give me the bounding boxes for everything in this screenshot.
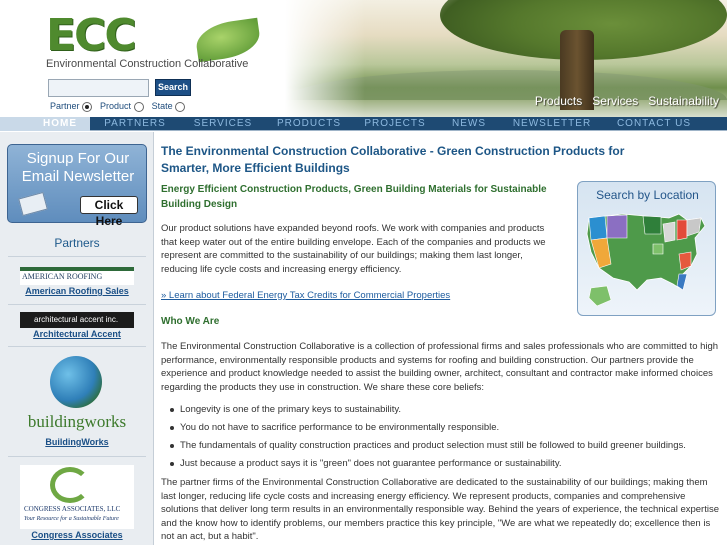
envelope-icon — [18, 192, 48, 216]
scope-product-label: Product — [100, 101, 132, 111]
congress-logo-text: CONGRESS ASSOCIATES, LLC — [24, 505, 121, 513]
congress-logo-subtext: Your Resource for a Sustainable Future — [24, 516, 119, 522]
architectural-accent-logo-text: architectural accent inc. — [34, 315, 119, 324]
search-input[interactable] — [48, 79, 149, 97]
partners-heading: Partners — [54, 236, 100, 250]
partner-firms-paragraph: The partner firms of the Environmental Construction Collaborative are dedicated to the sustainability of our buildings; making them last longer, reducing life cycle costs and increasing energy efficiency. We represent products, companies and comprehensive solutions that deliver long term results in an environmentally responsible way. Behind the years of experience, the technical expertise and the know how to identify problems, our members practice this key principle, "We are what we repeatedly do; excellence then is not an act, but a habit". — [161, 477, 719, 542]
page-title: The Environmental Construction Collaborative - Green Construction Products for Smarter, More Efficient Buildings — [161, 144, 625, 175]
congress-emblem-icon — [50, 467, 90, 503]
nav-products[interactable]: PRODUCTS — [276, 118, 342, 129]
list-item: The fundamentals of quality construction practices and product selection must still be followed to build greener buildings. — [175, 437, 715, 455]
nav-partners[interactable]: PARTNERS — [104, 118, 166, 129]
page-subtitle: Energy Efficient Construction Products, Green Building Materials for Sustainable Building Design — [161, 184, 547, 210]
list-item: Longevity is one of the primary keys to sustainability. — [175, 401, 715, 419]
congress-associates-logo[interactable] — [20, 465, 134, 529]
core-beliefs-list — [175, 401, 715, 473]
divider — [8, 456, 146, 457]
divider — [8, 346, 146, 347]
newsletter-title: Signup For Our Email Newsletter — [21, 150, 135, 185]
scope-partner-radio[interactable] — [82, 102, 92, 112]
nav-services[interactable]: SERVICES — [193, 118, 253, 129]
site-header — [0, 0, 727, 117]
architectural-accent-logo[interactable] — [20, 312, 134, 328]
partner-link-architectural-accent[interactable]: Architectural Accent — [33, 329, 121, 339]
search-scope-options — [50, 101, 189, 112]
list-item: You do not have to sacrifice performance to be environmentally responsible. — [175, 419, 715, 437]
nav-news[interactable]: NEWS — [452, 118, 486, 129]
site-logo[interactable] — [46, 10, 249, 70]
who-we-are-paragraph: The Environmental Construction Collaborative is a collection of professional firms and sales professionals who are committed to high performance, environmentally responsible products and systems for roofing and building construction. Our partners provide the experience and product knowledge needed to assist the building owner, architect, consultant and contractor make informed choices regarding the products they use in construction. We share these core beliefs: — [161, 341, 719, 393]
scope-state-option[interactable] — [152, 101, 190, 112]
american-roofing-logo-text: AMERICAN ROOFING — [22, 272, 103, 281]
leaf-icon — [194, 18, 262, 63]
top-link-sustainability[interactable]: Sustainability — [648, 94, 719, 108]
scope-partner-label: Partner — [50, 101, 80, 111]
who-we-are-heading: Who We Are — [161, 316, 220, 327]
buildingworks-logo[interactable] — [20, 354, 134, 436]
main-content — [155, 132, 727, 545]
logo-tagline: Environmental Construction Collaborative — [46, 58, 249, 70]
newsletter-click-here-button[interactable]: Click Here — [80, 196, 138, 214]
divider — [8, 304, 146, 305]
partner-link-congress-associates[interactable]: Congress Associates — [31, 530, 123, 540]
nav-contact-us[interactable]: CONTACT US — [616, 118, 692, 129]
buildingworks-logo-text: buildingworks — [27, 412, 127, 431]
partner-link-buildingworks[interactable]: BuildingWorks — [45, 437, 109, 447]
scope-state-radio[interactable] — [175, 102, 185, 112]
header-top-links — [535, 94, 719, 108]
left-sidebar — [0, 132, 154, 545]
scope-partner-option[interactable] — [50, 101, 96, 112]
newsletter-signup-banner[interactable] — [7, 144, 147, 228]
nav-newsletter[interactable]: NEWSLETTER — [512, 118, 592, 129]
nav-projects[interactable]: PROJECTS — [364, 118, 426, 129]
american-roofing-logo[interactable] — [20, 267, 134, 285]
scope-product-option[interactable] — [100, 101, 148, 112]
scope-state-label: State — [151, 101, 173, 111]
header-fade — [285, 0, 365, 117]
map-title: Search by Location — [596, 188, 699, 202]
scope-product-radio[interactable] — [134, 102, 144, 112]
divider — [8, 256, 146, 257]
tax-credits-link[interactable]: » Learn about Federal Energy Tax Credits for Commercial Properties — [161, 290, 451, 301]
partner-link-american-roofing[interactable]: American Roofing Sales — [25, 286, 129, 296]
search-button[interactable]: Search — [155, 79, 191, 96]
globe-icon — [50, 356, 102, 408]
search-by-location-widget[interactable] — [577, 181, 716, 316]
top-link-products[interactable]: Products — [534, 94, 583, 108]
main-navigation — [0, 117, 727, 131]
us-map-icon[interactable] — [583, 208, 711, 312]
top-link-services[interactable]: Services — [592, 94, 639, 108]
intro-paragraph: Our product solutions have expanded beyond roofs. We work with companies and products that keep water out of the entire building envelope. Each of the companies and products we represent are committed to the sustainability of our buildings; making them last longer, reducing life cycle costs and increasing energy efficiency. — [161, 223, 546, 275]
list-item: Just because a product says it is "green" does not guarantee performance or sustainability. — [175, 455, 715, 473]
nav-home[interactable]: HOME — [30, 117, 90, 131]
logo-wordmark: ECC — [46, 10, 135, 61]
